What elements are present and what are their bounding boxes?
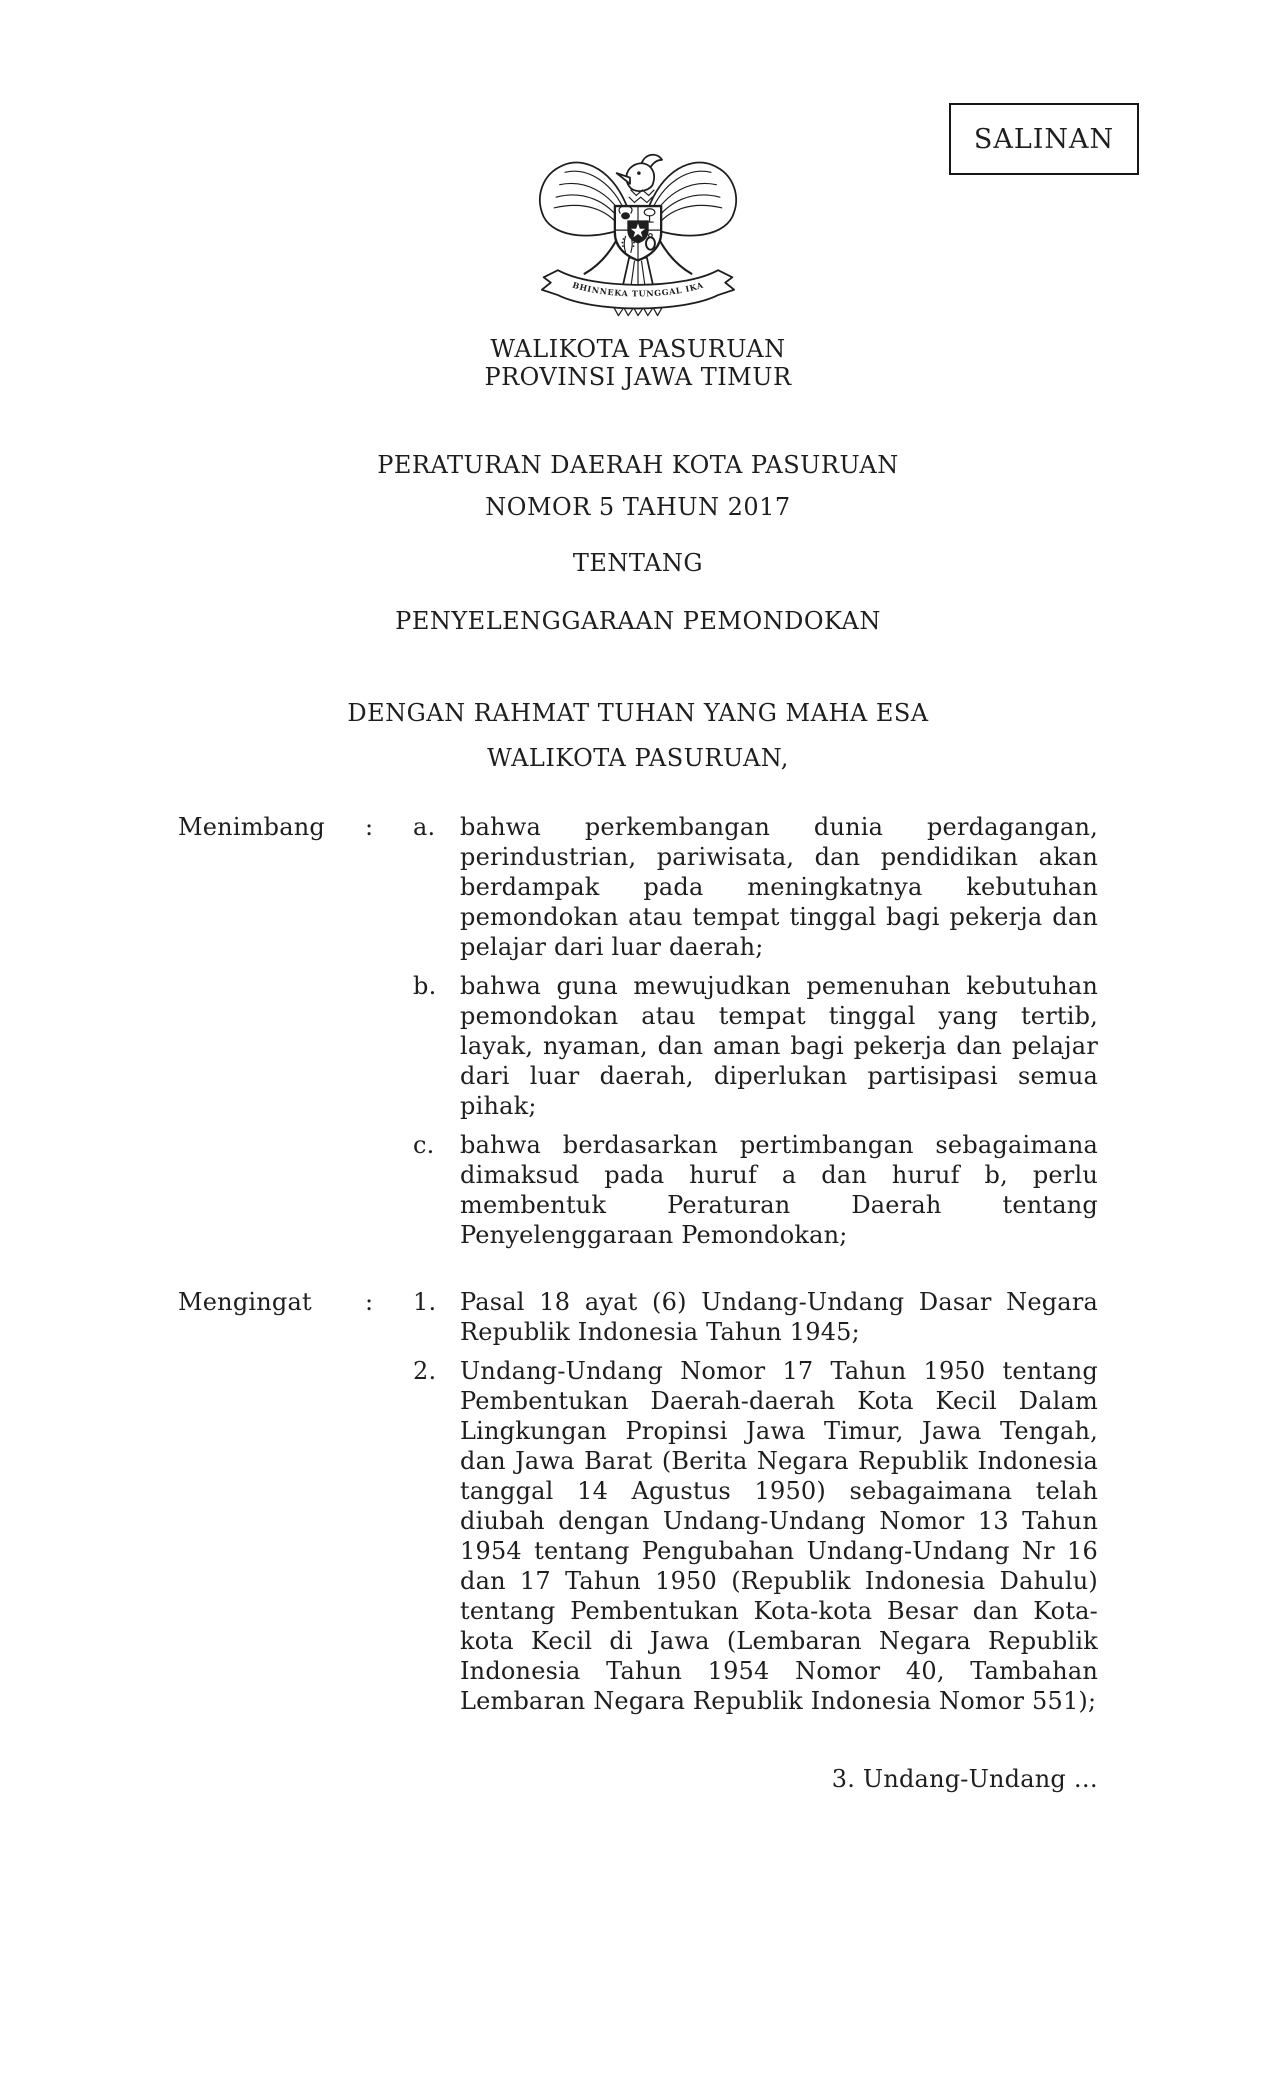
list-item [413,1356,1098,1716]
doc-title-line-3: TENTANG [572,549,704,577]
clause-items [413,1287,1098,1716]
item-marker: b. [413,972,437,1000]
item-text: Pasal 18 ayat (6) Undang-Undang Dasar Negara Republik Indonesia Tahun 1945; [460,1288,1098,1346]
item-text: bahwa berdasarkan pertimbangan sebagaimana dimaksud pada huruf a dan huruf b, perlu membentuk Peraturan Daerah tentang Penyelenggaraan Pemondokan; [460,1131,1098,1249]
letterhead-line-2: PROVINSI JAWA TIMUR [484,363,792,391]
list-item [413,971,1098,1121]
item-marker: a. [413,813,436,841]
list-item [413,1287,1098,1347]
item-marker: 2. [413,1357,437,1385]
list-item [413,812,1098,962]
clause-items [413,812,1098,1250]
item-marker: 1. [413,1288,437,1316]
list-item [413,1130,1098,1250]
item-marker: c. [413,1131,435,1159]
item-text: bahwa perkembangan dunia perdagangan, perindustrian, pariwisata, dan pendidikan akan berdampak pada meningkatnya kebutuhan pemondokan atau tempat tinggal bagi pekerja dan pelajar dari luar daerah; [460,813,1098,961]
letterhead-line-1: WALIKOTA PASURUAN [490,335,786,363]
item-text: Undang-Undang Nomor 17 Tahun 1950 tentang Pembentukan Daerah-daerah Kota Kecil Dalam Lingkungan Propinsi Jawa Timur, Jawa Tengah, dan Jawa Barat (Berita Negara Republik Indonesia tanggal 14 Agustus 1950) sebagaimana telah diubah dengan Undang-Undang Nomor 13 Tahun 1954 tentang Pengubahan Undang-Undang Nr 16 dan 17 Tahun 1950 (Republik Indonesia Dahulu) tentang Pembentukan Kota-kota Besar dan Kota-kota Kecil di Jawa (Lembaran Negara Republik Indonesia Tahun 1954 Nomor 40, Tambahan Lembaran Negara Republik Indonesia Nomor 551); [460,1357,1098,1715]
doc-title-line-4: PENYELENGGARAAN PEMONDOKAN [395,607,881,635]
item-text: bahwa guna mewujudkan pemenuhan kebutuhan pemondokan atau tempat tinggal yang tertib, layak, nyaman, dan aman bagi pekerja dan pelajar dari luar daerah, diperlukan partisipasi semua pihak; [460,972,1098,1120]
page-catchword: 3. Undang-Undang … [831,1765,1098,1793]
clause-term: Menimbang [178,813,325,841]
clause-menimbang [178,812,1098,1250]
doc-title-line-1: PERATURAN DAERAH KOTA PASURUAN [377,451,899,479]
emblem-motto-text: BHINNEKA TUNGGAL IKA [571,279,705,299]
clause-colon: : [365,813,374,841]
salinan-stamp: SALINAN [949,103,1139,175]
doc-title-line-2: NOMOR 5 TAHUN 2017 [485,493,791,521]
preamble-authority: WALIKOTA PASURUAN, [487,744,789,772]
clause-colon: : [365,1288,374,1316]
preamble-invocation: DENGAN RAHMAT TUHAN YANG MAHA ESA [347,699,929,727]
clause-term: Mengingat [178,1288,312,1316]
garuda-pancasila-emblem [531,142,745,320]
clause-mengingat [178,1287,1098,1716]
